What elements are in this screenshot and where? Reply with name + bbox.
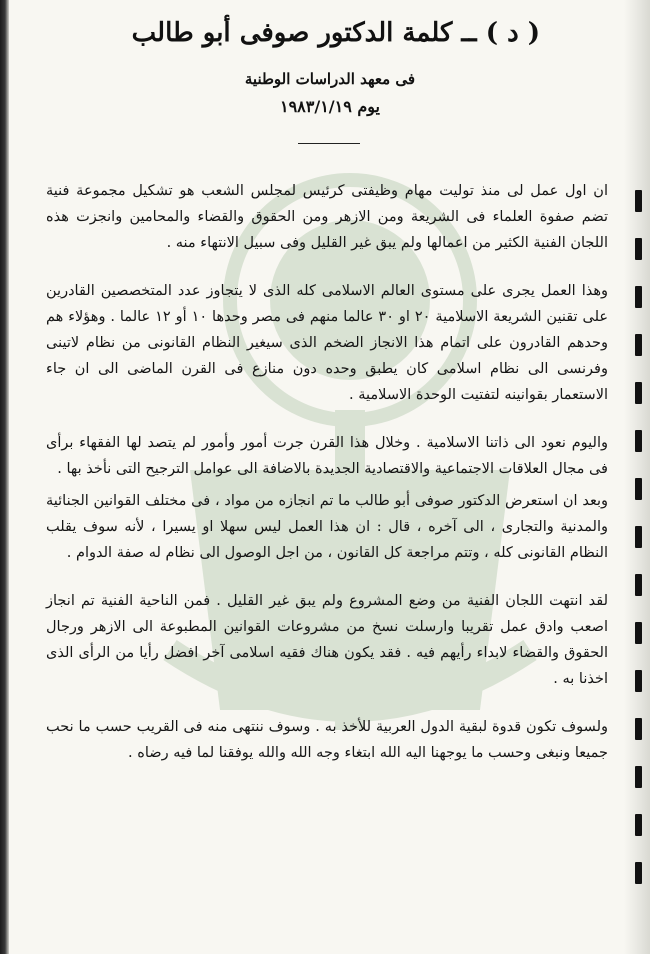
paragraph: ولسوف تكون قدوة لبقية الدول العربية للأخذ به . وسوف ننتهى منه فى القريب حسب ما نحب جميعا ونبغى وحسب ما يوجهنا اليه الله ابتغاء وجه الله والله يوفقنا لما فيه رضاه . bbox=[46, 719, 608, 761]
paragraph: واليوم نعود الى ذاتنا الاسلامية . وخلال هذا القرن جرت أمور وأمور لم يتصد لها الفقهاء برأى فى مجال العلاقات الاجتماعية والاقتصادية الجديدة بالاضافة الى عوامل الترجيح التى نأخذ بها . bbox=[46, 435, 608, 477]
paragraph: وبعد ان استعرض الدكتور صوفى أبو طالب ما تم انجازه من مواد ، فى مختلف القوانين الجنائية والمدنية والتجارى ، الى آخره ، قال : ان هذا العمل ليس سهلا او يسيرا ، لأنه سوف يقلب النظام القانونى كله ، وتتم مراجعة كل القانون ، من اجل الوصول الى نظام له صفة الدوام . bbox=[46, 493, 608, 561]
binding-hole bbox=[635, 574, 642, 596]
binding-hole bbox=[635, 814, 642, 836]
document-title: ( د ) ــ كلمة الدكتور صوفى أبو طالب bbox=[131, 18, 540, 48]
binding-hole bbox=[635, 862, 642, 884]
document-body bbox=[46, 178, 608, 766]
binding-hole bbox=[635, 430, 642, 452]
binding-hole bbox=[635, 334, 642, 356]
document-date: يوم ١٩٨٣/١/١٩ bbox=[279, 97, 381, 116]
binding-hole bbox=[635, 622, 642, 644]
page-left-shadow bbox=[0, 0, 9, 954]
spiral-binding bbox=[624, 0, 650, 954]
binding-hole bbox=[635, 718, 642, 740]
binding-hole bbox=[635, 190, 642, 212]
paragraph: لقد انتهت اللجان الفنية من وضع المشروع ولم يبق غير القليل . فمن الناحية الفنية تم انجاز اصعب وادق عمل تقريبا وارسلت نسخ من مشروعات القوانين المطبوعة الى الازهر ورجال الحقوق والقضاء لابداء رأيهم فيه . فقد يكون هناك فقيه اسلامى آخر افضل رأيا من الرأى الذى اخذنا به . bbox=[46, 593, 608, 687]
binding-hole bbox=[635, 286, 642, 308]
paragraph: ان اول عمل لى منذ توليت مهام وظيفتى كرئيس لمجلس الشعب هو تشكيل مجموعة فنية تضم صفوة العلماء فى الشريعة ومن الازهر ومن الحقوق والقضاء والمحامين وانجزت هذه اللجان الفنية الكثير من اعمالها ولم يبق غير القليل وفى سبيل الانتهاء منه . bbox=[46, 183, 608, 251]
binding-hole bbox=[635, 382, 642, 404]
binding-hole bbox=[635, 478, 642, 500]
header-divider bbox=[298, 143, 360, 144]
binding-hole bbox=[635, 238, 642, 260]
binding-hole bbox=[635, 670, 642, 692]
binding-hole bbox=[635, 526, 642, 548]
paragraph: وهذا العمل يجرى على مستوى العالم الاسلامى كله الذى لا يتجاوز عدد المتخصصين القادرين على تقنين الشريعة الاسلامية ٢٠ او ٣٠ عالما منهم فى مصر وحدها ١٠ أو ١٢ عالما . وهؤلاء هم وحدهم القادرون على اتمام هذا الانجاز الضخم الذى سيغير النظام القانونى من نظام لاتينى وفرنسى الى نظام اسلامى كان يطبق وحده دون منازع فى القرن الماضى الى ان جاء الاستعمار بقوانينه لتفتيت الوحدة الاسلامية . bbox=[46, 283, 609, 403]
document-subtitle: فى معهد الدراسات الوطنية bbox=[244, 70, 416, 88]
binding-hole bbox=[635, 766, 642, 788]
